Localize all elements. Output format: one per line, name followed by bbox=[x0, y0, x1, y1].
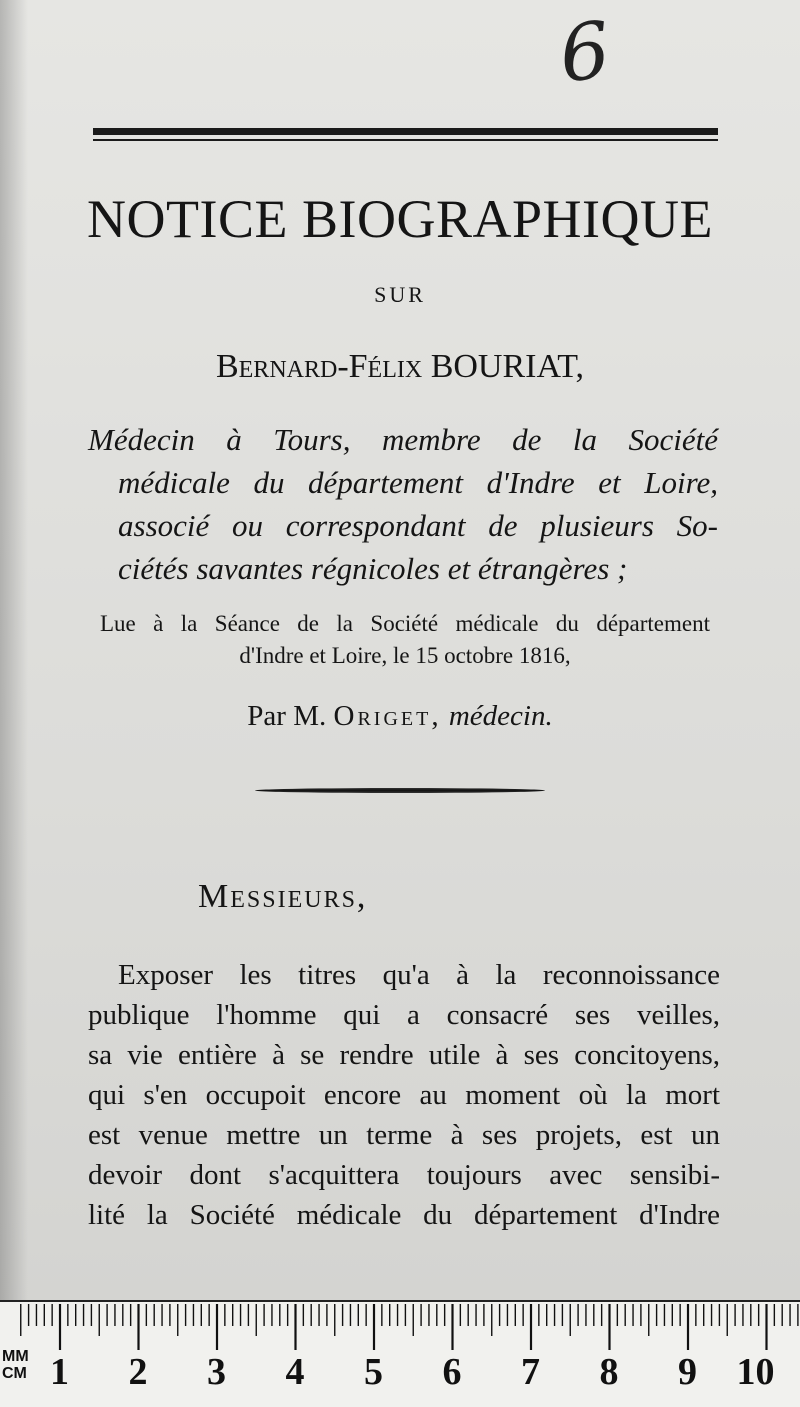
top-double-rule bbox=[93, 128, 718, 141]
body-paragraph bbox=[88, 955, 720, 1235]
author-title: médecin. bbox=[448, 700, 553, 732]
ruler-number: 9 bbox=[678, 1351, 697, 1393]
ruler-number: 3 bbox=[207, 1351, 226, 1393]
reading-note bbox=[100, 608, 710, 672]
ruler-number: 2 bbox=[128, 1351, 148, 1393]
ruler-unit-cm: CM bbox=[2, 1365, 27, 1382]
page-title: NOTICE BIOGRAPHIQUE bbox=[87, 189, 713, 249]
ruler-number: 7 bbox=[521, 1351, 540, 1393]
author-line bbox=[0, 700, 800, 733]
body-line: qui s'en occupoit encore au moment où la mort bbox=[88, 1079, 720, 1111]
description-line: associé ou correspondant de plusieurs So- bbox=[118, 508, 718, 543]
subject-name: Bernard-Félix BOURIAT, bbox=[215, 348, 585, 385]
body-line: publique l'homme qui a consacré ses veilles, bbox=[88, 999, 720, 1031]
body-line: devoir dont s'acquittera toujours avec sensibi- bbox=[88, 1159, 720, 1191]
ruler-number: 10 bbox=[736, 1351, 775, 1393]
ruler-number: 4 bbox=[285, 1351, 305, 1393]
body-line: Exposer les titres qu'a à la reconnoissance bbox=[118, 959, 720, 991]
body-line: lité la Société médicale du département d'Indre bbox=[88, 1199, 720, 1231]
body-line: sa vie entière à se rendre utile à ses concitoyens, bbox=[88, 1039, 720, 1071]
salutation: Messieurs, bbox=[198, 878, 368, 915]
ruler-number: 8 bbox=[599, 1351, 619, 1393]
subject-description bbox=[88, 418, 718, 590]
description-line: médicale du département d'Indre et Loire, bbox=[118, 465, 718, 500]
ruler-unit-label bbox=[2, 1348, 29, 1382]
description-line: ciétés savantes régnicoles et étrangères ; bbox=[118, 551, 628, 586]
handwritten-folio-number: 6 bbox=[555, 5, 615, 101]
reading-line: d'Indre et Loire, le 15 octobre 1816, bbox=[239, 643, 571, 668]
section-divider bbox=[255, 788, 545, 793]
ruler-number: 5 bbox=[364, 1351, 383, 1393]
author-prefix: Par M. bbox=[247, 700, 327, 732]
title-connector: SUR bbox=[374, 282, 426, 307]
author-name: Origet, bbox=[333, 700, 442, 732]
ruler-number: 1 bbox=[50, 1351, 69, 1393]
description-line: Médecin à Tours, membre de la Société bbox=[88, 422, 718, 457]
measurement-ruler bbox=[0, 1300, 800, 1407]
ruler-number: 6 bbox=[442, 1351, 462, 1393]
ruler-unit-mm: MM bbox=[2, 1348, 29, 1365]
reading-line: Lue à la Séance de la Société médicale du département bbox=[100, 611, 710, 636]
body-line: est venue mettre un terme à ses projets, est un bbox=[88, 1119, 720, 1151]
